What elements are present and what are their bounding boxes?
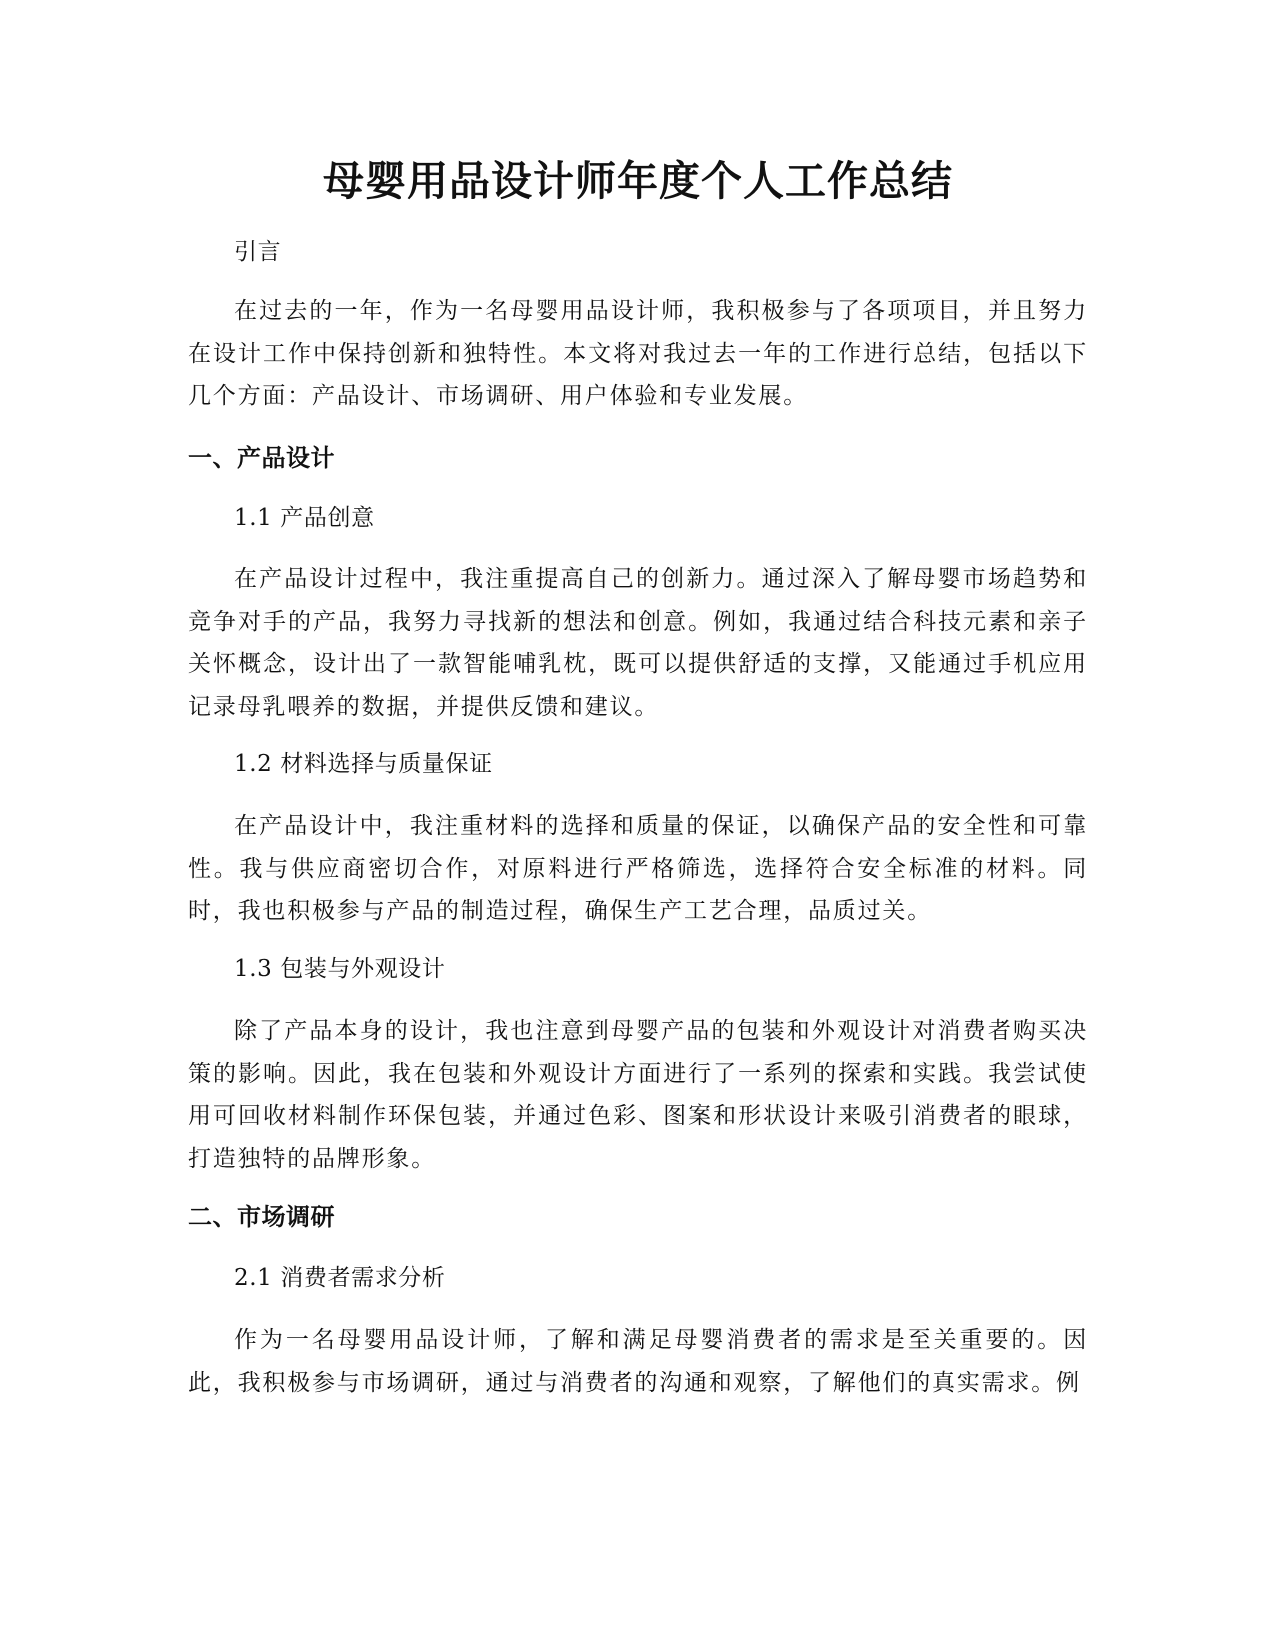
section-1-3-paragraph: 除了产品本身的设计，我也注意到母婴产品的包装和外观设计对消费者购买决策的影响。因此，我在包装和外观设计方面进行了一系列的探索和实践。我尝试使用可回收材料制作环保包装，并通过色彩、图案和形状设计来吸引消费者的眼球，打造独特的品牌形象。 <box>188 1018 1088 1172</box>
intro-label: 引言 <box>234 239 282 265</box>
section-1-2-paragraph: 在产品设计中，我注重材料的选择和质量的保证，以确保产品的安全性和可靠性。我与供应商密切合作，对原料进行严格筛选，选择符合安全标准的材料。同时，我也积极参与产品的制造过程，确保生产工艺合理，品质过关。 <box>188 813 1088 925</box>
section-1-1-label: 1.1 产品创意 <box>234 505 375 531</box>
document-title: 母婴用品设计师年度个人工作总结 <box>323 157 953 205</box>
section-2-heading: 二、市场调研 <box>188 1203 335 1231</box>
intro-paragraph: 在过去的一年，作为一名母婴用品设计师，我积极参与了各项项目，并且努力在设计工作中保持创新和独特性。本文将对我过去一年的工作进行总结，包括以下几个方面：产品设计、市场调研、用户体验和专业发展。 <box>188 298 1088 410</box>
section-1-2-label: 1.2 材料选择与质量保证 <box>234 751 493 777</box>
section-2-1-paragraph: 作为一名母婴用品设计师，了解和满足母婴消费者的需求是至关重要的。因此，我积极参与市场调研，通过与消费者的沟通和观察，了解他们的真实需求。例 <box>188 1327 1088 1396</box>
section-2-1-label: 2.1 消费者需求分析 <box>234 1265 446 1291</box>
section-1-3-label: 1.3 包装与外观设计 <box>234 956 446 982</box>
section-1-heading: 一、产品设计 <box>188 444 335 472</box>
section-1-1-paragraph: 在产品设计过程中，我注重提高自己的创新力。通过深入了解母婴市场趋势和竞争对手的产品，我努力寻找新的想法和创意。例如，我通过结合科技元素和亲子关怀概念，设计出了一款智能哺乳枕，既可以提供舒适的支撑，又能通过手机应用记录母乳喂养的数据，并提供反馈和建议。 <box>188 566 1088 720</box>
